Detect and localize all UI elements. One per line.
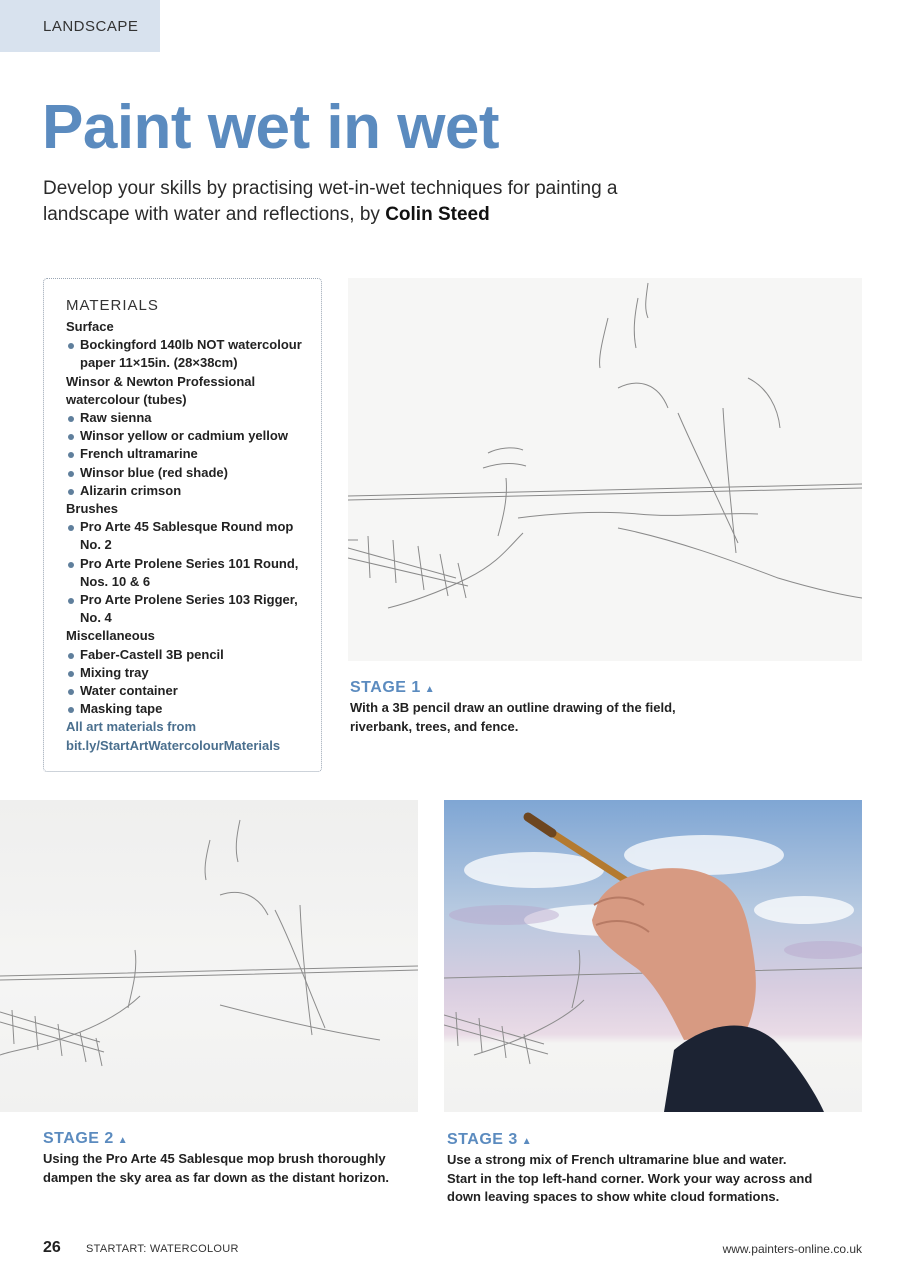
pencil-sketch-image	[348, 278, 862, 661]
bullet-icon	[68, 434, 74, 440]
website-url[interactable]: www.painters-online.co.uk	[722, 1242, 862, 1256]
list-item: Faber-Castell 3B pencil	[66, 646, 309, 664]
dampened-sketch-image	[0, 800, 418, 1112]
sky-wash-image	[444, 800, 862, 1112]
list-item: Pro Arte Prolene Series 103 Rigger, No. 4	[66, 591, 309, 627]
triangle-up-icon: ▲	[521, 1136, 533, 1147]
category-surface: Surface	[66, 319, 114, 334]
stage-2-title: STAGE 2 ▲	[43, 1130, 129, 1147]
bullet-icon	[68, 653, 74, 659]
author-name: Colin Steed	[385, 204, 490, 225]
materials-link[interactable]: bit.ly/StartArtWatercolourMaterials	[66, 737, 281, 753]
bullet-icon	[68, 343, 74, 349]
intro-text: Develop your skills by practising wet-in-wet techniques for painting a landscape with water and reflections, by	[43, 178, 618, 225]
list-item: Winsor blue (red shade)	[66, 464, 309, 482]
page-title: Paint wet in wet	[42, 93, 500, 162]
list-item: Masking tape	[66, 700, 309, 718]
materials-link-label: All art materials from	[66, 719, 197, 735]
triangle-up-icon: ▲	[424, 684, 436, 695]
bullet-icon	[68, 689, 74, 695]
intro-standfirst	[43, 176, 643, 228]
stage-1-text: With a 3B pencil draw an outline drawing of the field, riverbank, trees, and fence.	[350, 700, 676, 734]
stage-3-text: Use a strong mix of French ultramarine blue and water. Start in the top left-hand corner. Work your way across and down leaving spaces to show white cloud formations.	[447, 1152, 813, 1204]
stage-3-photo	[444, 800, 862, 1112]
section-tab	[0, 0, 160, 52]
stage-2-text: Using the Pro Arte 45 Sablesque mop brush thoroughly dampen the sky area as far down as the distant horizon.	[43, 1151, 390, 1185]
list-item: Mixing tray	[66, 664, 309, 682]
list-item: Pro Arte 45 Sablesque Round mop No. 2	[66, 518, 309, 554]
category-paint: Winsor & Newton Professional watercolour (tubes)	[66, 373, 256, 407]
materials-list	[66, 318, 309, 755]
list-item: Water container	[66, 682, 309, 700]
bullet-icon	[68, 416, 74, 422]
list-item: Alizarin crimson	[66, 482, 309, 500]
publication-name: STARTART: WATERCOLOUR	[86, 1243, 239, 1255]
bullet-icon	[68, 489, 74, 495]
category-brushes: Brushes	[66, 501, 119, 517]
stage-2-photo	[0, 800, 418, 1112]
stage-3-title: STAGE 3 ▲	[447, 1131, 533, 1148]
page-number: 26	[43, 1239, 61, 1256]
list-item: French ultramarine	[66, 445, 309, 463]
bullet-icon	[68, 562, 74, 568]
bullet-icon	[68, 671, 74, 677]
list-item: Winsor yellow or cadmium yellow	[66, 427, 309, 445]
stage-1-title: STAGE 1 ▲	[350, 679, 436, 696]
list-item: Raw sienna	[66, 409, 309, 427]
materials-box	[43, 278, 322, 772]
list-item: Bockingford 140lb NOT watercolour paper 11×15in. (28×38cm)	[66, 336, 309, 372]
bullet-icon	[68, 707, 74, 713]
section-label: LANDSCAPE	[43, 17, 139, 35]
materials-heading: MATERIALS	[66, 297, 159, 314]
category-misc: Miscellaneous	[66, 628, 155, 644]
bullet-icon	[68, 598, 74, 604]
triangle-up-icon: ▲	[117, 1135, 129, 1146]
bullet-icon	[68, 452, 74, 458]
list-item: Pro Arte Prolene Series 101 Round, Nos. 10 & 6	[66, 555, 309, 591]
bullet-icon	[68, 471, 74, 477]
stage-1-photo	[348, 278, 862, 661]
bullet-icon	[68, 525, 74, 531]
